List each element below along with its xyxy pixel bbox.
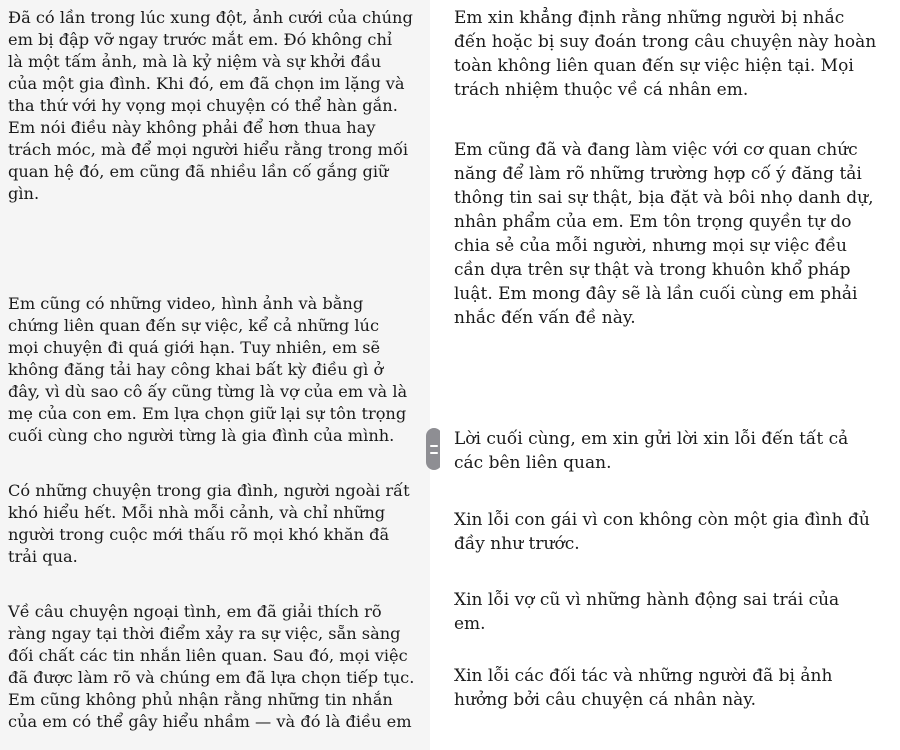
left-text-line: trải qua. xyxy=(8,547,78,566)
left-text-line: người trong cuộc mới thấu rõ mọi khó khăn đã xyxy=(8,525,390,544)
right-text-line: Xin lỗi các đối tác và những người đã bị ảnh xyxy=(454,666,833,686)
left-text-line: gìn. xyxy=(8,184,40,203)
left-text-line: em bị đập vỡ ngay trước mắt em. Đó không chỉ xyxy=(8,30,393,49)
left-text-line: đây, vì dù sao cô ấy cũng từng là vợ của em và là xyxy=(8,382,408,401)
left-text-line: quan hệ đó, em cũng đã nhiều lần cố gắng giữ xyxy=(8,162,389,181)
split-divider[interactable] xyxy=(430,0,440,750)
left-text-line: của một gia đình. Khi đó, em đã chọn im lặng và xyxy=(8,74,405,93)
left-text-line: trách móc, mà để mọi người hiểu rằng trong mối xyxy=(8,140,409,159)
right-text-line: Xin lỗi con gái vì con không còn một gia đình đủ xyxy=(454,510,870,530)
left-text-line: Có những chuyện trong gia đình, người ngoài rất xyxy=(8,481,410,500)
right-text-line: Em cũng đã và đang làm việc với cơ quan chức xyxy=(454,140,858,160)
right-text-line: Xin lỗi vợ cũ vì những hành động sai trái của xyxy=(454,590,840,610)
left-text-line: Em cũng không phủ nhận rằng những tin nhắn xyxy=(8,690,393,709)
left-text-line: ràng ngay tại thời điểm xảy ra sự việc, sẵn sàng xyxy=(8,624,401,643)
left-panel xyxy=(0,0,430,750)
right-text-line: cần dựa trên sự thật và trong khuôn khổ pháp xyxy=(454,260,851,280)
right-text-line: Em xin khẳng định rằng những người bị nhắc xyxy=(454,8,845,28)
left-text-line: Em nói điều này không phải để hơn thua hay xyxy=(8,118,376,137)
right-text-line: đầy như trước. xyxy=(454,534,580,554)
left-text-line: đã được làm rõ và chúng em đã lựa chọn tiếp tục. xyxy=(8,668,415,687)
left-text-line: mọi chuyện đi quá giới hạn. Tuy nhiên, em sẽ xyxy=(8,338,381,357)
left-text-line: đối chất các tin nhắn liên quan. Sau đó, mọi việc xyxy=(8,646,408,665)
right-text-line: nhắc đến vấn đề này. xyxy=(454,308,636,328)
right-text-line: thông tin sai sự thật, bịa đặt và bôi nhọ danh dự, xyxy=(454,188,874,208)
left-text-line: cuối cùng cho người từng là gia đình của mình. xyxy=(8,426,395,445)
left-text-line: khó hiểu hết. Mỗi nhà mỗi cảnh, và chỉ những xyxy=(8,503,386,522)
right-text-line: hưởng bởi câu chuyện cá nhân này. xyxy=(454,690,757,710)
right-text-line: chia sẻ của mỗi người, nhưng mọi sự việc đều xyxy=(454,236,847,256)
left-text-line: Về câu chuyện ngoại tình, em đã giải thích rõ xyxy=(8,602,382,621)
right-text-line: đến hoặc bị suy đoán trong câu chuyện này hoàn xyxy=(454,32,877,52)
right-text-line: em. xyxy=(454,614,486,634)
left-text-line: của em có thể gây hiểu nhầm — và đó là điều em xyxy=(8,712,412,731)
left-text-line: không đăng tải hay công khai bất kỳ điều gì ở xyxy=(8,360,384,379)
left-text-line: mẹ của con em. Em lựa chọn giữ lại sự tôn trọng xyxy=(8,404,407,423)
right-text-line: năng để làm rõ những trường hợp cố ý đăng tải xyxy=(454,164,862,184)
left-text-line: Em cũng có những video, hình ảnh và bằng xyxy=(8,294,364,313)
right-text-line: Lời cuối cùng, em xin gửi lời xin lỗi đến tất cả xyxy=(454,429,849,449)
left-text-line: là một tấm ảnh, mà là kỷ niệm và sự khởi đầu xyxy=(8,52,382,71)
left-text-line: chứng liên quan đến sự việc, kể cả những lúc xyxy=(8,316,380,335)
right-text-line: trách nhiệm thuộc về cá nhân em. xyxy=(454,80,749,100)
left-text-line: tha thứ với hy vọng mọi chuyện có thể hàn gắn. xyxy=(8,96,398,115)
right-panel xyxy=(440,0,900,750)
right-text-line: luật. Em mong đây sẽ là lần cuối cùng em phải xyxy=(454,284,858,304)
left-text-line: Đã có lần trong lúc xung đột, ảnh cưới của chúng xyxy=(8,8,413,27)
right-text-line: toàn không liên quan đến sự việc hiện tại. Mọi xyxy=(454,56,854,76)
right-text-line: nhân phẩm của em. Em tôn trọng quyền tự do xyxy=(454,212,852,232)
right-text-line: các bên liên quan. xyxy=(454,453,612,473)
